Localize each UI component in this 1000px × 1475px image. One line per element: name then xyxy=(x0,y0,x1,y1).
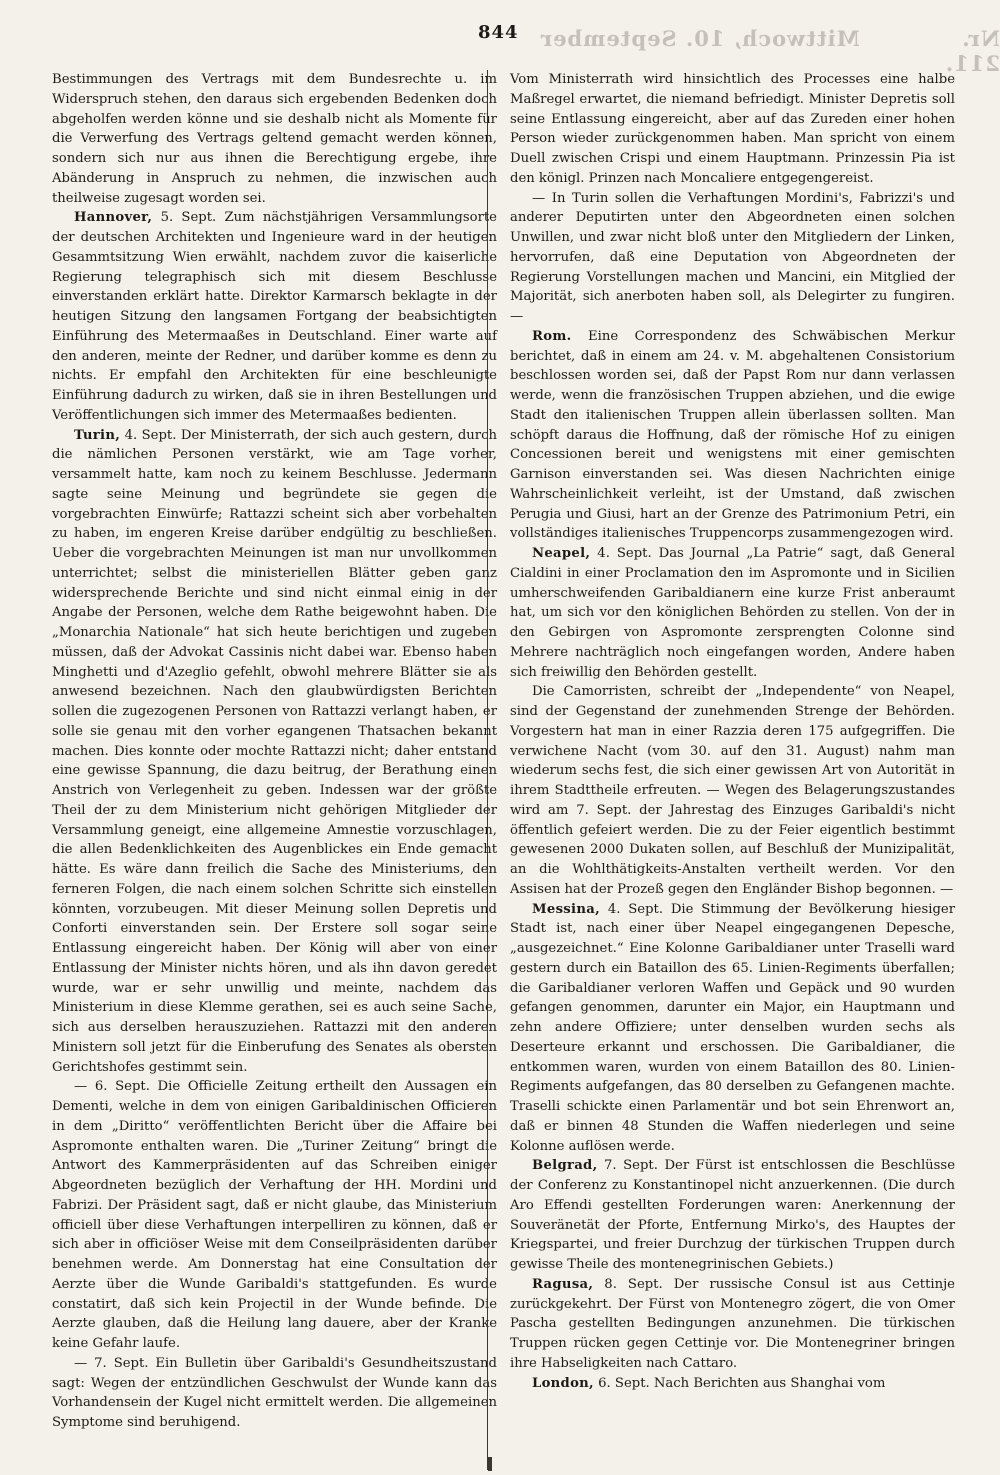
paragraph-text: Die Camorristen, schreibt der „Independente“ von Neapel, sind der Gegenstand der zunehmenden Strenge der Behörden. Vorgestern hat man in einer Razzia deren 175 aufgegriffen. Die verwichene Nacht (vom 30. auf den 31. August) nahm man wiederum sechs fest, die sich einer gewissen Art von Autorität in ihrem Stadttheile erfreuten. — Wegen des Belagerungszustandes wird am 7. Sept. der Jahrestag des Einzuges Garibaldi's nicht öffentlich gefeiert werden. Die zu der Feier eigentlich bestimmt gewesenen 2000 Dukaten sollen, auf Beschluß der Munizipalität, an die Wohlthätigkeits-Anstalten vertheilt werden. Vor den Assisen hat der Prozeß gegen den Engländer Bishop begonnen. — xyxy=(510,684,955,897)
paragraph-text: 7. Sept. Der Fürst ist entschlossen die Beschlüsse der Conferenz zu Konstantinopel nicht anzuerkennen. (Die durch Aro Effendi gestellten Forderungen waren: Anerkennung der Souveränetät der Pforte, Entfernung Mirko's, des Hauptes der Kriegspartei, und freier Durchzug der türkischen Truppen durch gewisse Theile des montenegrinischen Gebiets.) xyxy=(510,1158,955,1272)
page-number: 844 xyxy=(478,22,519,43)
paragraph-text: 4. Sept. Die Stimmung der Bevölkerung hiesiger Stadt ist, nach einer über Neapel eingegangenen Depesche, „ausgezeichnet.“ Eine Kolonne Garibaldianer unter Traselli ward gestern durch ein Bataillon des 65. Linien-Regiments überfallen; die Garibaldianer verloren Waffen und Gepäck und 90 wurden gefangen genommen, darunter ein Major, ein Hauptmann und zehn andere Offiziere; unter denselben wurden sechs als Deserteure erkannt und erschossen. Die Garibaldianer, die entkommen waren, wurden von einem Bataillon des 80. Linien-Regiments aufgefangen, das 80 derselben zu Gefangenen machte. Traselli schickte einen Parlamentär und bot sein Ehrenwort an, daß er binnen 48 Stunden die Waffen niederlegen und seine Kolonne auflösen werde. xyxy=(510,901,955,1154)
dateline-place: Rom. xyxy=(532,328,572,344)
article-paragraph xyxy=(510,1156,955,1275)
paragraph-text: — 6. Sept. Die Officielle Zeitung ertheilt den Aussagen ein Dementi, welche in dem von einigen Garibaldinischen Officieren in dem „Diritto“ veröffentlichten Bericht über die Affaire bei Aspromonte enthalten waren. Die „Turiner Zeitung“ bringt die Antwort des Kammerpräsidenten auf das Schreiben einiger Abgeordneten bezüglich der Verhaftung der HH. Mordini und Fabrizi. Der Präsident sagt, daß er nicht glaube, das Ministerium officiell über diese Verhaftungen interpelliren zu können, daß er sich aber in officiöser Weise mit dem Conseilpräsidenten darüber benehmen werde. Am Donnerstag hat eine Consultation der Aerzte über die Wunde Garibaldi's stattgefunden. Es wurde constatirt, daß sich kein Projectil in der Wunde befinde. Die Aerzte glauben, daß die Heilung lang dauere, aber der Kranke keine Gefahr laufe. xyxy=(52,1079,497,1351)
article-paragraph xyxy=(510,900,955,1157)
paragraph-text: 5. Sept. Zum nächstjährigen Versammlungsorte der deutschen Architekten und Ingenieure ward in der heutigen Gesammtsitzung Wien erwählt, nachdem zuvor die kaiserliche Regierung telegraphisch sich mit diesem Beschlusse einverstanden erklärt hatte. Direktor Karmarsch beklagte in der heutigen Sitzung den langsamen Fortgang der beabsichtigten Einführung des Metermaaßes in Deutschland. Einer warte auf den anderen, meinte der Redner, und darüber komme es denn zu nichts. Er empfahl den Architekten für eine beschleunigte Einführung dadurch zu wirken, daß sie in ihren Bestellungen und Veröffentlichungen sich immer des Metermaaßes bedienten. xyxy=(52,210,497,423)
dateline-place: Hannover, xyxy=(74,210,153,226)
article-paragraph xyxy=(52,208,497,425)
bleed-through-issue: Nr. 211. xyxy=(944,26,1000,76)
paragraph-text: Eine Correspondenz des Schwäbischen Merkur berichtet, daß in einem am 24. v. M. abgehaltenen Consistorium beschlossen worden sei, daß der Papst Rom nur dann verlassen werde, wenn die französischen Truppen abziehen, und die ewige Stadt den italienischen Truppen allein überlassen sollten. Man schöpft daraus die Hoffnung, daß der römische Hof zu einigen Concessionen bereit und wenigstens mit einer gemischten Garnison einverstanden sei. Was diesen Nachrichten einige Wahrscheinlichkeit verleiht, ist der Umstand, daß zwischen Perugia und Giusi, hart an der Grenze des Patrimonium Petri, ein vollständiges italienisches Truppencorps zusammengezogen wird. xyxy=(510,328,955,542)
article-paragraph xyxy=(510,1275,955,1374)
page-header xyxy=(0,22,1000,76)
column-divider xyxy=(487,70,488,1470)
article-paragraph xyxy=(510,70,955,189)
article-paragraph xyxy=(52,426,497,1078)
left-column xyxy=(52,70,497,1433)
article-paragraph xyxy=(52,1354,497,1433)
bleed-through-date: Mittwoch, 10. September xyxy=(540,26,860,51)
bottom-rule-mark xyxy=(488,1457,492,1471)
dateline-place: London, xyxy=(532,1375,594,1391)
paragraph-text: — 7. Sept. Ein Bulletin über Garibaldi's Gesundheitszustand sagt: Wegen der entzündlichen Geschwulst der Wunde kann das Vorhandensein der Kugel nicht ermittelt werden. Die allgemeinen Symptome sind beruhigend. xyxy=(52,1355,497,1430)
dateline-place: Neapel, xyxy=(532,546,591,561)
dateline-place: Messina, xyxy=(532,901,600,917)
paragraph-text: 8. Sept. Der russische Consul ist aus Cettinje zurückgekehrt. Der Fürst von Montenegro zögert, die von Omer Pascha gestellten Bedingungen anzunehmen. Die türkischen Truppen rücken gegen Cettinje vor. Die Montenegriner bringen ihre Habseligkeiten nach Cattaro. xyxy=(510,1276,955,1371)
dateline-place: Ragusa, xyxy=(532,1276,594,1292)
paragraph-text: 6. Sept. Nach Berichten aus Shanghai vom xyxy=(593,1375,886,1391)
article-paragraph xyxy=(510,327,955,544)
right-column xyxy=(510,70,955,1393)
paragraph-text: Vom Ministerrath wird hinsichtlich des Processes eine halbe Maßregel erwartet, die niemand befriedigt. Minister Depretis soll seine Entlassung eingereicht, aber auf das Zureden einer hohen Person wieder zurückgenommen haben. Man spricht von einem Duell zwischen Crispi und einem Hauptmann. Prinzessin Pia ist den königl. Prinzen nach Moncaliere entgegengereist. xyxy=(510,72,955,186)
paragraph-text: — In Turin sollen die Verhaftungen Mordini's, Fabrizzi's und anderer Deputirten unter den Abgeordneten einen solchen Unwillen, und zwar nicht bloß unter den Mitgliedern der Linken, hervorrufen, daß eine Deputation von Abgeordneten der Regierung Vorstellungen machen und Mancini, ein Mitglied der Majorität, sich anerboten haben soll, als Delegirter zu fungiren. — xyxy=(510,190,955,324)
article-paragraph xyxy=(510,544,955,682)
paragraph-text: Bestimmungen des Vertrags mit dem Bundesrechte u. im Widerspruch stehen, den daraus sich ergebenden Bedenken doch abgeholfen werden könne und sie deshalb nicht als Momente für die Verwerfung des Vertrags geltend gemacht werden können, sondern sich nur aus ihnen die Berechtigung ergebe, ihre Abänderung in Anspruch zu nehmen, die inzwischen auch theilweise zugesagt worden sei. xyxy=(52,72,497,206)
paragraph-text: 4. Sept. Der Ministerrath, der sich auch gestern, durch die nämlichen Personen verstärkt, wie am Tage vorher, versammelt hatte, kam noch zu keinem Beschlusse. Jedermann sagte seine Meinung und begründete sie gegen die vorgebrachten Einwürfe; Rattazzi scheint sich aber vorbehalten zu haben, im engeren Kreise darüber endgültig zu beschließen. Ueber die vorgebrachten Meinungen ist man nur unvollkommen unterrichtet; selbst die ministeriellen Blätter geben ganz widersprechende Berichte und sind nicht einmal einig in der Angabe der Personen, welche dem Rathe beigewohnt haben. Die „Monarchia Nationale“ hat sich heute berichtigen und zugeben müssen, daß der Advokat Cassinis nicht dabei war. Ebenso haben Minghetti und d'Azeglio gefehlt, obwohl mehrere Blätter sie als anwesend bezeichnen. Nach den glaubwürdigsten Berichten sollen die zugezogenen Personen von Rattazzi verlangt haben, er solle sie genau mit den vorher egangenen Thatsachen bekannt machen. Dies konnte oder mochte Rattazzi nicht; daher entstand eine gewisse Spannung, die dazu beitrug, der Berathung einen Anstrich von Verlegenheit zu geben. Indessen war der größte Theil der zu dem Ministerium nicht gehörigen Mitglieder der Versammlung geneigt, eine allgemeine Amnestie vorzuschlagen, die allen Bedenklichkeiten des Augenblickes ein Ende gemacht hätte. Es wäre dann freilich die Sache des Ministeriums, den ferneren Folgen, die nach einem solchen Schritte sich einstellen könnten, vorzubeugen. Mit dieser Meinung sollen Depretis und Conforti einverstanden sein. Der Erstere soll sogar seine Entlassung eingereicht haben. Der König will aber von einer Entlassung der Minister nichts hören, und als ihn davon geredet wurde, war er sehr unwillig und meinte, nachdem das Ministerium in diese Klemme gerathen, sei es auch seine Sache, sich aus derselben herauszuziehen. Rattazzi mit den anderen Ministern soll jetzt für die Einberufung des Senates als obersten Gerichtshofes gestimmt sein. xyxy=(52,427,497,1075)
article-paragraph xyxy=(510,1374,955,1394)
article-paragraph xyxy=(510,189,955,327)
dateline-place: Turin, xyxy=(74,427,121,443)
article-paragraph xyxy=(52,70,497,208)
article-paragraph xyxy=(510,682,955,899)
dateline-place: Belgrad, xyxy=(532,1158,598,1174)
paragraph-text: 4. Sept. Das Journal „La Patrie“ sagt, daß General Cialdini in einer Proclamation den im Aspromonte und in Sicilien umherschweifenden Garibaldianern eine kurze Frist anberaumt hat, um sich vor den königlichen Behörden zu stellen. Von der in den Gebirgen von Aspromonte zersprengten Colonne sind Mehrere nachträglich noch eingefangen worden, Andere haben sich freiwillig den Behörden gestellt. xyxy=(510,546,955,680)
article-paragraph xyxy=(52,1077,497,1354)
